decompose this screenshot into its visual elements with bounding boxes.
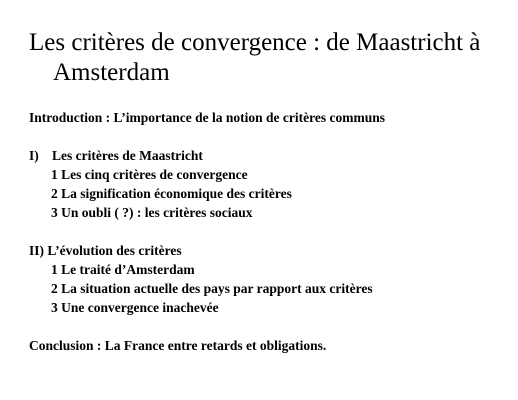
section-1-item-2: 2 La signification économique des critères (51, 186, 292, 201)
conclusion-line: Conclusion : La France entre retards et obligations. (29, 338, 327, 353)
spacer (29, 127, 509, 146)
outline (29, 108, 509, 355)
introduction-line: Introduction : L’importance de la notion de critères communs (29, 110, 385, 125)
section-1-item-1: 1 Les cinq critères de convergence (51, 167, 248, 182)
section-1-title: Les critères de Maastricht (52, 148, 203, 163)
slide-title-line-1: Les critères de convergence : de Maastricht à (29, 29, 481, 56)
section-1-numeral: I) (29, 148, 39, 163)
section-2-heading: II) L’évolution des critères (29, 243, 182, 258)
spacer (29, 317, 509, 336)
slide-title (29, 28, 499, 88)
section-1-item-3: 3 Un oubli ( ?) : les critères sociaux (51, 205, 253, 220)
section-1-heading (29, 146, 509, 165)
spacer (29, 222, 509, 241)
section-2-item-3: 3 Une convergence inachevée (51, 300, 219, 315)
slide-title-line-2: Amsterdam (53, 59, 170, 86)
section-2-item-1: 1 Le traité d’Amsterdam (51, 262, 195, 277)
section-2-item-2: 2 La situation actuelle des pays par rapport aux critères (51, 281, 373, 296)
